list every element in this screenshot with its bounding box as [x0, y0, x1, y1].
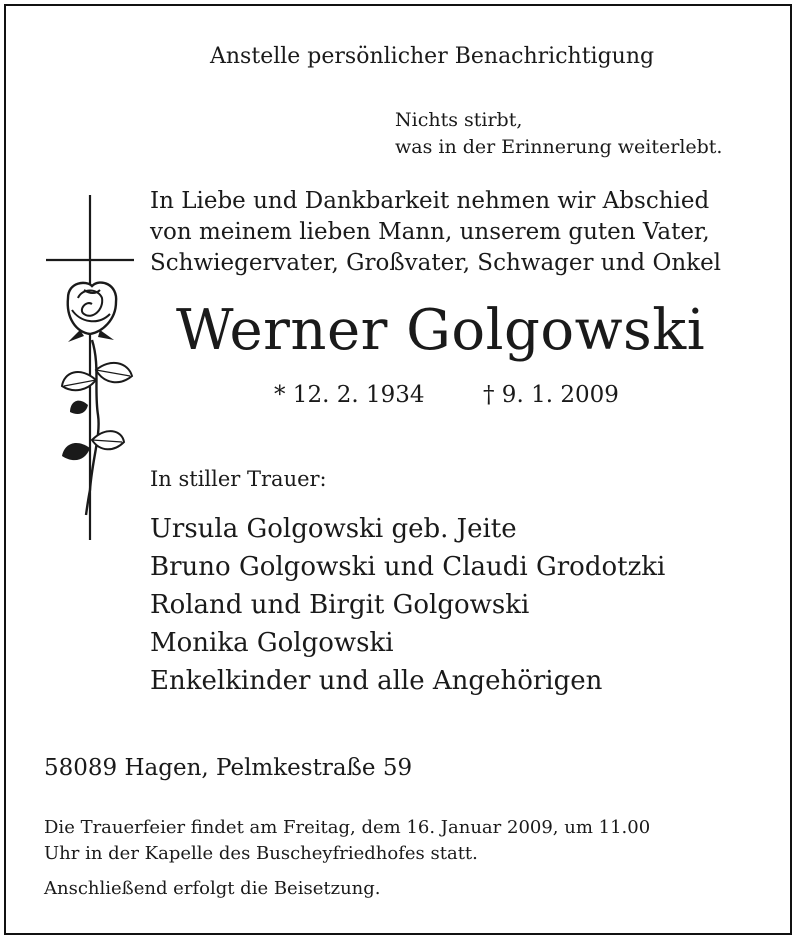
- cross-with-rose-icon: [40, 190, 140, 550]
- intro-text: [150, 186, 721, 279]
- notice-header: Anstelle persönlicher Benachrichtigung: [210, 44, 655, 69]
- list-item: Enkelkinder und alle Angehörigen: [150, 666, 603, 696]
- service-info: [44, 815, 650, 867]
- list-item: Roland und Birgit Golgowski: [150, 590, 530, 620]
- motto: [395, 107, 722, 161]
- burial-info: Anschließend erfolgt die Beisetzung.: [44, 878, 381, 899]
- list-item: Ursula Golgowski geb. Jeite: [150, 514, 517, 544]
- birth-date: * 12. 2. 1934: [274, 382, 425, 408]
- list-item: Monika Golgowski: [150, 628, 394, 658]
- mourning-label: In stiller Trauer:: [150, 467, 327, 491]
- list-item: Bruno Golgowski und Claudi Grodotzki: [150, 552, 666, 582]
- address: 58089 Hagen, Pelmkestraße 59: [44, 755, 413, 781]
- service-line: Die Trauerfeier findet am Freitag, dem 16. Januar 2009, um 11.00: [44, 817, 651, 838]
- intro-line: In Liebe und Dankbarkeit nehmen wir Abschied: [150, 188, 710, 214]
- mourners-list: [150, 510, 665, 700]
- death-date: † 9. 1. 2009: [483, 382, 619, 408]
- intro-line: Schwiegervater, Großvater, Schwager und Onkel: [150, 250, 722, 276]
- motto-line: Nichts stirbt,: [395, 109, 523, 131]
- deceased-name: Werner Golgowski: [176, 298, 706, 363]
- motto-line: was in der Erinnerung weiterlebt.: [395, 136, 723, 158]
- service-line: Uhr in der Kapelle des Buscheyfriedhofes statt.: [44, 843, 478, 864]
- intro-line: von meinem lieben Mann, unserem guten Vater,: [150, 219, 710, 245]
